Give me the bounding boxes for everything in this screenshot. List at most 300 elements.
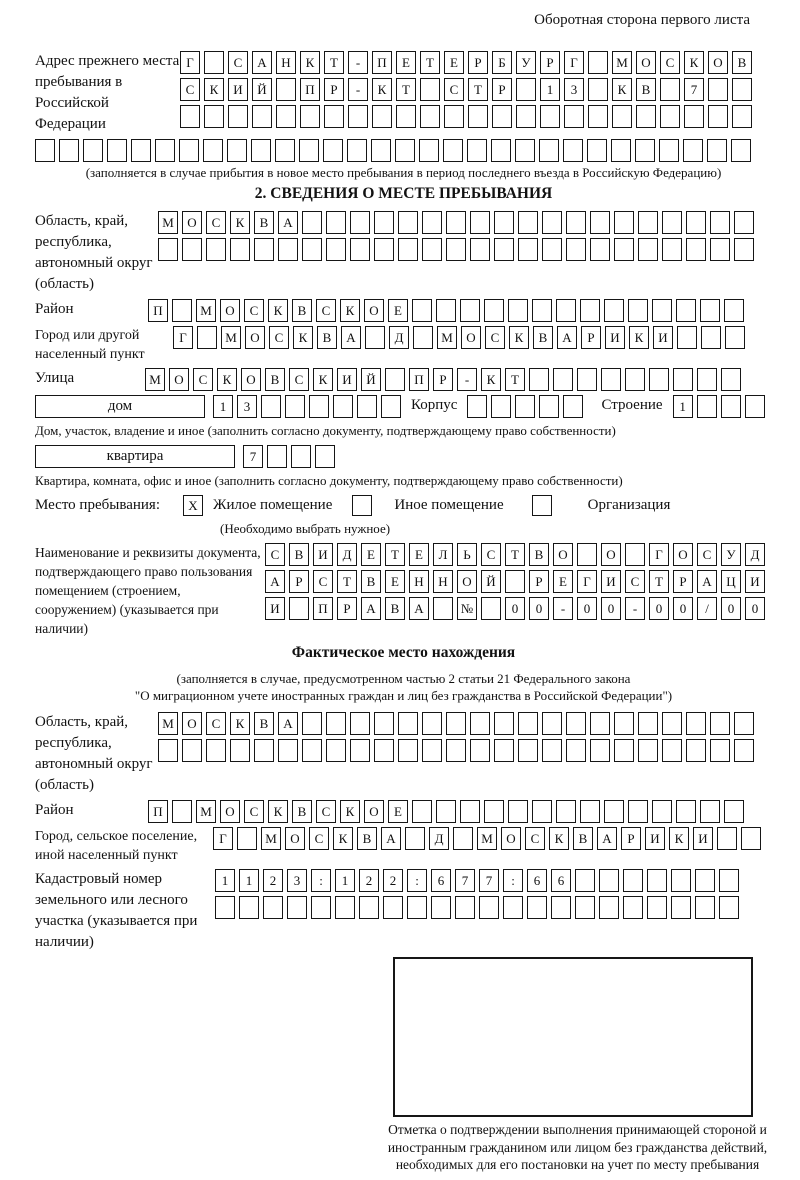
char-cell[interactable] [289, 597, 309, 620]
char-cell[interactable] [708, 78, 728, 101]
char-cell[interactable] [614, 712, 634, 735]
char-cell[interactable] [725, 326, 745, 349]
char-cell[interactable] [422, 238, 442, 261]
char-cell[interactable]: И [228, 78, 248, 101]
char-cell[interactable]: К [230, 712, 250, 735]
char-cell[interactable] [412, 800, 432, 823]
char-cell[interactable]: Д [745, 543, 765, 566]
char-cell[interactable]: Т [337, 570, 357, 593]
char-cell[interactable]: С [244, 299, 264, 322]
char-cell[interactable]: Р [581, 326, 601, 349]
char-cell[interactable] [566, 712, 586, 735]
char-cell[interactable]: М [261, 827, 281, 850]
char-cell[interactable] [539, 139, 559, 162]
char-cell[interactable] [588, 105, 608, 128]
char-cell[interactable]: 6 [527, 869, 547, 892]
char-cell[interactable] [695, 869, 715, 892]
char-cell[interactable] [467, 139, 487, 162]
char-cell[interactable] [197, 326, 217, 349]
char-cell[interactable]: Н [276, 51, 296, 74]
char-cell[interactable]: К [481, 368, 501, 391]
char-cell[interactable] [628, 299, 648, 322]
char-cell[interactable] [326, 712, 346, 735]
char-cell[interactable]: 0 [577, 597, 597, 620]
char-cell[interactable] [324, 105, 344, 128]
char-cell[interactable]: В [573, 827, 593, 850]
char-cell[interactable] [601, 368, 621, 391]
char-cell[interactable] [710, 211, 730, 234]
char-cell[interactable]: С [660, 51, 680, 74]
char-cell[interactable] [263, 896, 283, 919]
char-cell[interactable] [228, 105, 248, 128]
char-cell[interactable]: С [313, 570, 333, 593]
char-cell[interactable] [215, 896, 235, 919]
char-cell[interactable] [695, 896, 715, 919]
char-cell[interactable]: О [601, 543, 621, 566]
char-cell[interactable]: С [289, 368, 309, 391]
char-cell[interactable]: Р [433, 368, 453, 391]
char-cell[interactable] [460, 800, 480, 823]
char-cell[interactable] [587, 139, 607, 162]
char-cell[interactable] [302, 211, 322, 234]
char-cell[interactable] [230, 739, 250, 762]
char-cell[interactable] [697, 395, 717, 418]
char-cell[interactable]: К [313, 368, 333, 391]
char-cell[interactable] [302, 739, 322, 762]
char-cell[interactable] [491, 139, 511, 162]
char-cell[interactable] [398, 712, 418, 735]
char-cell[interactable] [676, 800, 696, 823]
char-cell[interactable] [470, 211, 490, 234]
char-cell[interactable] [374, 739, 394, 762]
char-cell[interactable]: О [636, 51, 656, 74]
char-cell[interactable]: : [407, 869, 427, 892]
char-cell[interactable]: Н [433, 570, 453, 593]
char-cell[interactable]: Д [389, 326, 409, 349]
char-cell[interactable]: В [265, 368, 285, 391]
char-cell[interactable] [172, 299, 192, 322]
char-cell[interactable] [372, 105, 392, 128]
char-cell[interactable] [647, 869, 667, 892]
char-cell[interactable] [527, 896, 547, 919]
char-cell[interactable]: : [311, 869, 331, 892]
char-cell[interactable]: Е [444, 51, 464, 74]
char-cell[interactable] [710, 739, 730, 762]
char-cell[interactable]: Ц [721, 570, 741, 593]
char-cell[interactable]: В [361, 570, 381, 593]
char-cell[interactable] [683, 139, 703, 162]
char-cell[interactable] [638, 211, 658, 234]
char-cell[interactable]: С [525, 827, 545, 850]
char-cell[interactable] [180, 105, 200, 128]
char-cell[interactable] [612, 105, 632, 128]
char-cell[interactable] [518, 238, 538, 261]
char-cell[interactable]: 7 [243, 445, 263, 468]
char-cell[interactable] [700, 800, 720, 823]
char-cell[interactable] [563, 395, 583, 418]
char-cell[interactable] [206, 238, 226, 261]
char-cell[interactable] [287, 896, 307, 919]
char-cell[interactable]: И [693, 827, 713, 850]
char-cell[interactable]: К [204, 78, 224, 101]
char-cell[interactable]: 1 [673, 395, 693, 418]
char-cell[interactable] [647, 896, 667, 919]
char-cell[interactable]: В [529, 543, 549, 566]
char-cell[interactable]: В [533, 326, 553, 349]
char-cell[interactable]: П [372, 51, 392, 74]
char-cell[interactable]: М [437, 326, 457, 349]
char-cell[interactable] [649, 368, 669, 391]
char-cell[interactable] [588, 78, 608, 101]
char-cell[interactable]: М [196, 800, 216, 823]
char-cell[interactable] [539, 395, 559, 418]
char-cell[interactable]: В [732, 51, 752, 74]
kvartira-type-box[interactable]: квартира [35, 445, 235, 468]
char-cell[interactable] [700, 299, 720, 322]
char-cell[interactable]: В [317, 326, 337, 349]
char-cell[interactable] [719, 896, 739, 919]
char-cell[interactable] [254, 739, 274, 762]
char-cell[interactable] [302, 712, 322, 735]
char-cell[interactable]: С [228, 51, 248, 74]
char-cell[interactable] [326, 739, 346, 762]
char-cell[interactable] [315, 445, 335, 468]
char-cell[interactable] [731, 139, 751, 162]
char-cell[interactable] [446, 238, 466, 261]
char-cell[interactable]: Р [492, 78, 512, 101]
char-cell[interactable]: О [241, 368, 261, 391]
char-cell[interactable] [660, 105, 680, 128]
char-cell[interactable]: 0 [649, 597, 669, 620]
char-cell[interactable]: У [721, 543, 741, 566]
char-cell[interactable] [508, 800, 528, 823]
char-cell[interactable]: 0 [745, 597, 765, 620]
char-cell[interactable] [381, 395, 401, 418]
char-cell[interactable] [285, 395, 305, 418]
char-cell[interactable]: И [337, 368, 357, 391]
char-cell[interactable] [179, 139, 199, 162]
char-cell[interactable] [580, 800, 600, 823]
char-cell[interactable] [436, 800, 456, 823]
char-cell[interactable] [590, 739, 610, 762]
char-cell[interactable]: К [340, 800, 360, 823]
char-cell[interactable] [172, 800, 192, 823]
char-cell[interactable] [686, 739, 706, 762]
char-cell[interactable] [350, 211, 370, 234]
char-cell[interactable]: 1 [540, 78, 560, 101]
char-cell[interactable] [566, 238, 586, 261]
char-cell[interactable] [614, 211, 634, 234]
char-cell[interactable]: Ь [457, 543, 477, 566]
char-cell[interactable] [638, 739, 658, 762]
char-cell[interactable] [516, 105, 536, 128]
char-cell[interactable] [204, 105, 224, 128]
char-cell[interactable] [710, 712, 730, 735]
char-cell[interactable] [518, 739, 538, 762]
char-cell[interactable] [446, 211, 466, 234]
char-cell[interactable] [623, 896, 643, 919]
char-cell[interactable] [455, 896, 475, 919]
char-cell[interactable] [604, 800, 624, 823]
char-cell[interactable] [684, 105, 704, 128]
char-cell[interactable]: В [289, 543, 309, 566]
char-cell[interactable] [350, 712, 370, 735]
char-cell[interactable]: К [372, 78, 392, 101]
char-cell[interactable]: К [293, 326, 313, 349]
char-cell[interactable] [662, 211, 682, 234]
char-cell[interactable]: 0 [505, 597, 525, 620]
char-cell[interactable]: М [145, 368, 165, 391]
char-cell[interactable]: М [477, 827, 497, 850]
char-cell[interactable] [412, 299, 432, 322]
char-cell[interactable] [518, 211, 538, 234]
char-cell[interactable] [529, 368, 549, 391]
char-cell[interactable]: О [553, 543, 573, 566]
char-cell[interactable] [717, 827, 737, 850]
char-cell[interactable] [614, 739, 634, 762]
char-cell[interactable] [422, 739, 442, 762]
char-cell[interactable]: Д [337, 543, 357, 566]
char-cell[interactable]: О [182, 712, 202, 735]
char-cell[interactable] [398, 238, 418, 261]
char-cell[interactable] [697, 368, 717, 391]
char-cell[interactable] [708, 105, 728, 128]
char-cell[interactable]: С [244, 800, 264, 823]
char-cell[interactable]: Й [481, 570, 501, 593]
char-cell[interactable] [433, 597, 453, 620]
char-cell[interactable] [494, 238, 514, 261]
char-cell[interactable]: С [193, 368, 213, 391]
char-cell[interactable]: Т [505, 368, 525, 391]
char-cell[interactable] [468, 105, 488, 128]
char-cell[interactable] [470, 739, 490, 762]
char-cell[interactable] [492, 105, 512, 128]
char-cell[interactable]: Т [385, 543, 405, 566]
char-cell[interactable] [503, 896, 523, 919]
char-cell[interactable]: Г [213, 827, 233, 850]
char-cell[interactable] [580, 299, 600, 322]
char-cell[interactable] [588, 51, 608, 74]
char-cell[interactable]: К [268, 299, 288, 322]
char-cell[interactable]: Т [420, 51, 440, 74]
char-cell[interactable]: С [316, 800, 336, 823]
char-cell[interactable] [542, 739, 562, 762]
char-cell[interactable]: А [409, 597, 429, 620]
char-cell[interactable]: И [601, 570, 621, 593]
char-cell[interactable]: - [348, 51, 368, 74]
char-cell[interactable] [494, 211, 514, 234]
char-cell[interactable] [686, 238, 706, 261]
char-cell[interactable] [484, 800, 504, 823]
char-cell[interactable] [291, 445, 311, 468]
char-cell[interactable]: И [745, 570, 765, 593]
char-cell[interactable] [577, 543, 597, 566]
char-cell[interactable] [374, 238, 394, 261]
char-cell[interactable]: О [220, 800, 240, 823]
char-cell[interactable]: И [653, 326, 673, 349]
char-cell[interactable]: О [220, 299, 240, 322]
char-cell[interactable] [518, 712, 538, 735]
char-cell[interactable] [371, 139, 391, 162]
char-cell[interactable] [516, 78, 536, 101]
char-cell[interactable] [453, 827, 473, 850]
char-cell[interactable]: В [357, 827, 377, 850]
char-cell[interactable]: Е [409, 543, 429, 566]
char-cell[interactable]: П [148, 299, 168, 322]
char-cell[interactable]: А [381, 827, 401, 850]
char-cell[interactable] [734, 712, 754, 735]
char-cell[interactable] [350, 238, 370, 261]
char-cell[interactable] [734, 739, 754, 762]
char-cell[interactable]: М [612, 51, 632, 74]
char-cell[interactable] [348, 105, 368, 128]
char-cell[interactable]: Т [468, 78, 488, 101]
char-cell[interactable]: О [461, 326, 481, 349]
char-cell[interactable]: 1 [215, 869, 235, 892]
char-cell[interactable] [551, 896, 571, 919]
char-cell[interactable]: Р [621, 827, 641, 850]
char-cell[interactable]: 0 [721, 597, 741, 620]
char-cell[interactable]: 0 [601, 597, 621, 620]
char-cell[interactable]: 2 [383, 869, 403, 892]
char-cell[interactable] [276, 78, 296, 101]
char-cell[interactable] [745, 395, 765, 418]
char-cell[interactable]: А [597, 827, 617, 850]
char-cell[interactable] [515, 395, 535, 418]
char-cell[interactable]: Е [385, 570, 405, 593]
char-cell[interactable]: Г [180, 51, 200, 74]
char-cell[interactable] [590, 211, 610, 234]
char-cell[interactable] [481, 597, 501, 620]
char-cell[interactable] [278, 739, 298, 762]
char-cell[interactable] [732, 78, 752, 101]
char-cell[interactable]: Д [429, 827, 449, 850]
char-cell[interactable]: Р [289, 570, 309, 593]
char-cell[interactable]: - [348, 78, 368, 101]
char-cell[interactable] [719, 869, 739, 892]
char-cell[interactable]: А [278, 211, 298, 234]
char-cell[interactable] [660, 78, 680, 101]
char-cell[interactable] [158, 238, 178, 261]
char-cell[interactable] [460, 299, 480, 322]
checkbox-organizatsiya[interactable] [532, 495, 552, 516]
char-cell[interactable] [267, 445, 287, 468]
char-cell[interactable] [662, 238, 682, 261]
char-cell[interactable] [365, 326, 385, 349]
char-cell[interactable]: Г [564, 51, 584, 74]
char-cell[interactable] [300, 105, 320, 128]
char-cell[interactable] [254, 238, 274, 261]
char-cell[interactable] [436, 299, 456, 322]
char-cell[interactable] [484, 299, 504, 322]
char-cell[interactable] [604, 299, 624, 322]
char-cell[interactable]: А [278, 712, 298, 735]
char-cell[interactable] [532, 299, 552, 322]
char-cell[interactable]: 1 [239, 869, 259, 892]
char-cell[interactable]: О [457, 570, 477, 593]
char-cell[interactable] [405, 827, 425, 850]
char-cell[interactable] [357, 395, 377, 418]
char-cell[interactable]: К [300, 51, 320, 74]
char-cell[interactable] [494, 712, 514, 735]
char-cell[interactable]: К [509, 326, 529, 349]
char-cell[interactable] [662, 712, 682, 735]
char-cell[interactable]: С [316, 299, 336, 322]
char-cell[interactable]: 7 [684, 78, 704, 101]
char-cell[interactable] [575, 896, 595, 919]
char-cell[interactable] [239, 896, 259, 919]
char-cell[interactable] [628, 800, 648, 823]
char-cell[interactable]: В [254, 211, 274, 234]
char-cell[interactable]: 7 [455, 869, 475, 892]
char-cell[interactable] [724, 800, 744, 823]
checkbox-zhiloe[interactable]: X [183, 495, 203, 516]
char-cell[interactable] [636, 105, 656, 128]
char-cell[interactable]: О [364, 800, 384, 823]
char-cell[interactable]: М [221, 326, 241, 349]
char-cell[interactable] [396, 105, 416, 128]
char-cell[interactable]: И [645, 827, 665, 850]
char-cell[interactable]: С [206, 712, 226, 735]
char-cell[interactable]: М [158, 712, 178, 735]
char-cell[interactable]: Т [324, 51, 344, 74]
char-cell[interactable] [623, 869, 643, 892]
char-cell[interactable] [553, 368, 573, 391]
char-cell[interactable]: В [254, 712, 274, 735]
char-cell[interactable] [540, 105, 560, 128]
char-cell[interactable]: О [501, 827, 521, 850]
char-cell[interactable] [741, 827, 761, 850]
char-cell[interactable] [635, 139, 655, 162]
char-cell[interactable] [599, 869, 619, 892]
char-cell[interactable]: Е [388, 800, 408, 823]
char-cell[interactable]: 6 [431, 869, 451, 892]
char-cell[interactable]: И [313, 543, 333, 566]
char-cell[interactable]: С [625, 570, 645, 593]
char-cell[interactable] [556, 299, 576, 322]
char-cell[interactable] [107, 139, 127, 162]
char-cell[interactable] [542, 238, 562, 261]
char-cell[interactable]: С [481, 543, 501, 566]
char-cell[interactable]: - [457, 368, 477, 391]
char-cell[interactable] [710, 238, 730, 261]
char-cell[interactable]: А [697, 570, 717, 593]
char-cell[interactable]: В [292, 299, 312, 322]
char-cell[interactable]: М [196, 299, 216, 322]
char-cell[interactable] [542, 211, 562, 234]
char-cell[interactable] [419, 139, 439, 162]
char-cell[interactable]: К [549, 827, 569, 850]
char-cell[interactable]: Т [505, 543, 525, 566]
char-cell[interactable]: Й [361, 368, 381, 391]
char-cell[interactable]: П [300, 78, 320, 101]
char-cell[interactable]: О [245, 326, 265, 349]
char-cell[interactable]: К [669, 827, 689, 850]
char-cell[interactable] [590, 712, 610, 735]
char-cell[interactable]: - [553, 597, 573, 620]
char-cell[interactable] [508, 299, 528, 322]
char-cell[interactable] [407, 896, 427, 919]
char-cell[interactable]: С [309, 827, 329, 850]
char-cell[interactable] [385, 368, 405, 391]
char-cell[interactable]: А [361, 597, 381, 620]
char-cell[interactable]: О [673, 543, 693, 566]
char-cell[interactable] [347, 139, 367, 162]
char-cell[interactable] [422, 211, 442, 234]
char-cell[interactable] [671, 896, 691, 919]
char-cell[interactable] [203, 139, 223, 162]
char-cell[interactable] [556, 800, 576, 823]
